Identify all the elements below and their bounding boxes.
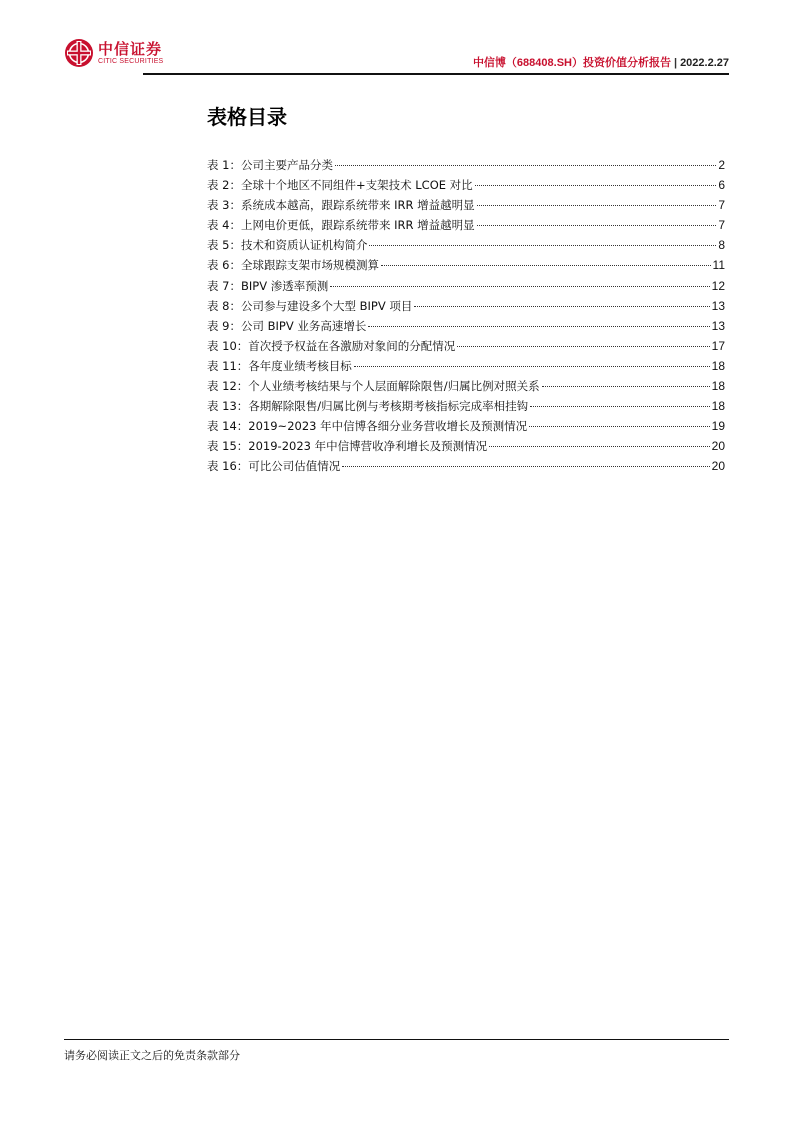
toc-entry-page: 20 <box>711 439 725 454</box>
dot-leader <box>477 225 717 226</box>
dot-leader <box>368 326 709 327</box>
dot-leader <box>381 265 711 266</box>
report-title: 中信博（688408.SH）投资价值分析报告 <box>472 57 671 69</box>
dot-leader <box>542 386 710 387</box>
table-of-contents <box>207 155 725 477</box>
toc-entry-label: 表 14：2019~2023 年中信博各细分业务营收增长及预测情况 <box>207 419 528 434</box>
toc-entry[interactable] <box>207 255 725 275</box>
toc-entry-page: 7 <box>718 198 725 213</box>
toc-entry[interactable] <box>207 195 725 215</box>
page-header <box>64 38 729 75</box>
toc-entry[interactable] <box>207 356 725 376</box>
toc-entry-label: 表 10：首次授予权益在各激励对象间的分配情况 <box>207 338 456 353</box>
report-heading <box>473 54 729 70</box>
toc-entry-page: 6 <box>718 178 725 193</box>
toc-entry-page: 19 <box>711 419 725 434</box>
dot-leader <box>529 426 710 427</box>
toc-entry-page: 11 <box>712 258 725 273</box>
toc-entry-page: 18 <box>711 399 725 414</box>
toc-entry-label: 表 11：各年度业绩考核目标 <box>207 358 352 373</box>
report-date: 2022.2.27 <box>680 57 729 69</box>
toc-entry-page: 12 <box>711 278 725 293</box>
toc-entry-page: 13 <box>711 318 725 333</box>
toc-entry[interactable] <box>207 396 725 416</box>
dot-leader <box>475 185 717 186</box>
toc-entry-page: 20 <box>711 459 725 474</box>
dot-leader <box>489 446 710 447</box>
toc-entry[interactable] <box>207 436 725 456</box>
footer-divider <box>64 1039 729 1040</box>
toc-entry-label: 表 3：系统成本越高，跟踪系统带来 IRR 增益越明显 <box>207 198 475 213</box>
toc-entry-label: 表 1：公司主要产品分类 <box>207 158 333 172</box>
toc-entry-page: 8 <box>718 238 725 253</box>
dot-leader <box>342 466 709 467</box>
dot-leader <box>354 366 710 367</box>
toc-entry-label: 表 12：个人业绩考核结果与个人层面解除限售/归属比例对照关系 <box>207 379 540 394</box>
dot-leader <box>369 245 716 246</box>
toc-entry-page: 7 <box>718 218 725 233</box>
toc-entry-page: 2 <box>718 158 725 172</box>
toc-entry-label: 表 5：技术和资质认证机构简介 <box>207 238 368 253</box>
header-divider <box>143 73 729 75</box>
dot-leader <box>330 286 709 287</box>
citic-logo <box>64 38 163 68</box>
toc-entry-label: 表 16：可比公司估值情况 <box>207 459 341 474</box>
dot-leader <box>414 306 709 307</box>
toc-entry-label: 表 15：2019-2023 年中信博营收净利增长及预测情况 <box>207 439 488 454</box>
toc-entry[interactable] <box>207 376 725 396</box>
logo-english-name: CITIC SECURITIES <box>98 57 164 65</box>
toc-entry-label: 表 8：公司参与建设多个大型 BIPV 项目 <box>207 298 413 313</box>
toc-entry[interactable] <box>207 276 725 296</box>
toc-entry-page: 18 <box>711 379 725 394</box>
page-title: 表格目录 <box>207 105 287 129</box>
toc-entry-label: 表 9：公司 BIPV 业务高速增长 <box>207 318 367 333</box>
toc-entry-page: 13 <box>711 298 725 313</box>
toc-entry-label: 表 2：全球十个地区不同组件+支架技术 LCOE 对比 <box>207 178 473 193</box>
header-separator: | <box>673 57 678 69</box>
toc-entry-page: 18 <box>711 358 725 373</box>
logo-chinese-name: 中信证券 <box>98 39 163 58</box>
toc-entry-label: 表 7：BIPV 渗透率预测 <box>207 278 329 293</box>
toc-entry-label: 表 13：各期解除限售/归属比例与考核期考核指标完成率相挂钩 <box>207 399 529 414</box>
toc-entry[interactable] <box>207 416 725 436</box>
toc-entry[interactable] <box>207 215 725 235</box>
toc-entry[interactable] <box>207 456 725 476</box>
disclaimer-note: 请务必阅读正文之后的免责条款部分 <box>64 1049 240 1062</box>
toc-entry[interactable] <box>207 336 725 356</box>
toc-entry-page: 17 <box>711 338 725 353</box>
toc-entry[interactable] <box>207 316 725 336</box>
dot-leader <box>477 205 717 206</box>
toc-entry[interactable] <box>207 296 725 316</box>
citic-logo-icon <box>64 38 94 68</box>
toc-entry[interactable] <box>207 155 725 175</box>
toc-entry[interactable] <box>207 175 725 195</box>
toc-entry[interactable] <box>207 235 725 255</box>
toc-entry-label: 表 4：上网电价更低，跟踪系统带来 IRR 增益越明显 <box>207 218 475 233</box>
dot-leader <box>457 346 709 347</box>
toc-entry-label: 表 6：全球跟踪支架市场规模测算 <box>207 258 379 273</box>
dot-leader <box>530 406 709 407</box>
dot-leader <box>335 165 716 166</box>
